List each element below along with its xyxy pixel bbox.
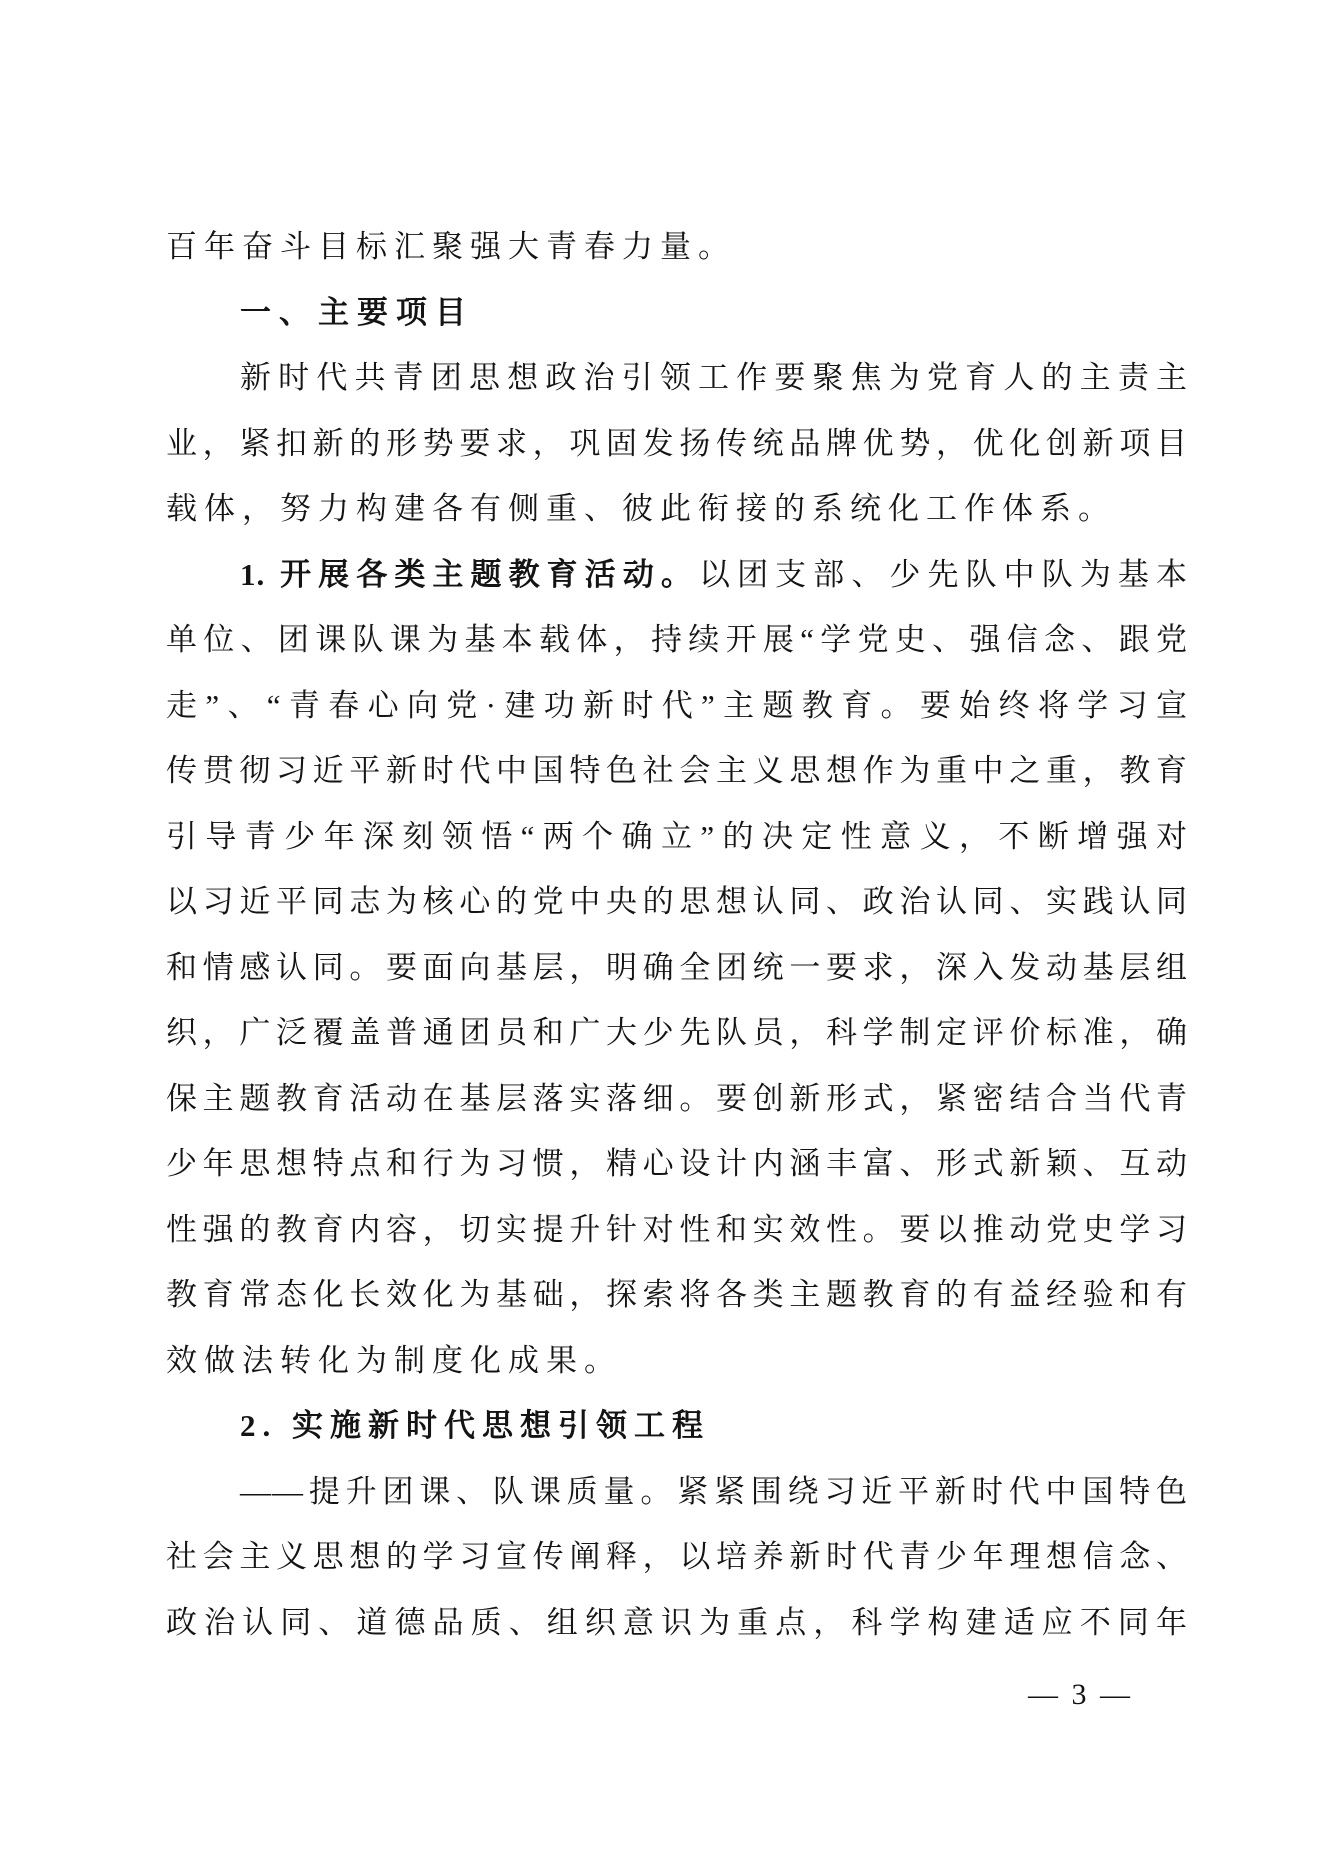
item-1-text: 以团支部、少先队中队为基本 bbox=[699, 556, 1188, 592]
page-number: — 3 — bbox=[1028, 1678, 1133, 1711]
body-line: 传贯彻习近平新时代中国特色社会主义思想作为重中之重，教育 bbox=[166, 753, 1188, 788]
body-line-item-1 bbox=[166, 542, 1188, 608]
item-1-title: 1. 开展各类主题教育活动。 bbox=[240, 556, 699, 592]
body-line-dash-item bbox=[166, 1459, 1188, 1525]
body-line: 百年奋斗目标汇聚强大青春力量。 bbox=[166, 229, 736, 264]
dash-item-text: 紧紧围绕习近平新时代中国特色 bbox=[677, 1473, 1188, 1509]
dash-item-title: ——提升团课、队课质量。 bbox=[240, 1473, 678, 1509]
body-line: 和情感认同。要面向基层，明确全团统一要求，深入发动基层组 bbox=[166, 949, 1188, 985]
body-line: 效做法转化为制度化成果。 bbox=[166, 1342, 622, 1378]
body-line: 业，紧扣新的形势要求，巩固发扬传统品牌优势，优化创新项目 bbox=[166, 425, 1188, 461]
body-line: 引导青少年深刻领悟“两个确立”的决定性意义，不断增强对 bbox=[166, 818, 1188, 854]
body-line: 以习近平同志为核心的党中央的思想认同、政治认同、实践认同 bbox=[166, 884, 1188, 919]
body-line: 载体，努力构建各有侧重、彼此衔接的系统化工作体系。 bbox=[166, 491, 1116, 526]
body-line: 社会主义思想的学习宣传阐释，以培养新时代青少年理想信念、 bbox=[166, 1539, 1188, 1574]
document-body bbox=[166, 214, 1188, 1655]
body-line: 新时代共青团思想政治引领工作要聚焦为党育人的主责主 bbox=[240, 360, 1188, 395]
body-line: 政治认同、道德品质、组织意识为重点，科学构建适应不同年 bbox=[166, 1604, 1188, 1640]
body-line: 教育常态化长效化为基础，探索将各类主题教育的有益经验和有 bbox=[166, 1277, 1188, 1312]
body-line: 性强的教育内容，切实提升针对性和实效性。要以推动党史学习 bbox=[166, 1211, 1188, 1247]
body-line: 织，广泛覆盖普通团员和广大少先队员，科学制定评价标准，确 bbox=[166, 1015, 1188, 1050]
body-line: 单位、团课队课为基本载体，持续开展“学党史、强信念、跟党 bbox=[166, 622, 1188, 657]
item-2-heading: 2. 实施新时代思想引领工程 bbox=[240, 1408, 710, 1443]
body-line: 走”、“青春心向党·建功新时代”主题教育。要始终将学习宣 bbox=[166, 687, 1188, 723]
section-heading: 一、主要项目 bbox=[240, 294, 474, 330]
body-line: 保主题教育活动在基层落实落细。要创新形式，紧密结合当代青 bbox=[166, 1080, 1188, 1116]
body-line: 少年思想特点和行为习惯，精心设计内涵丰富、形式新颖、互动 bbox=[166, 1146, 1188, 1181]
